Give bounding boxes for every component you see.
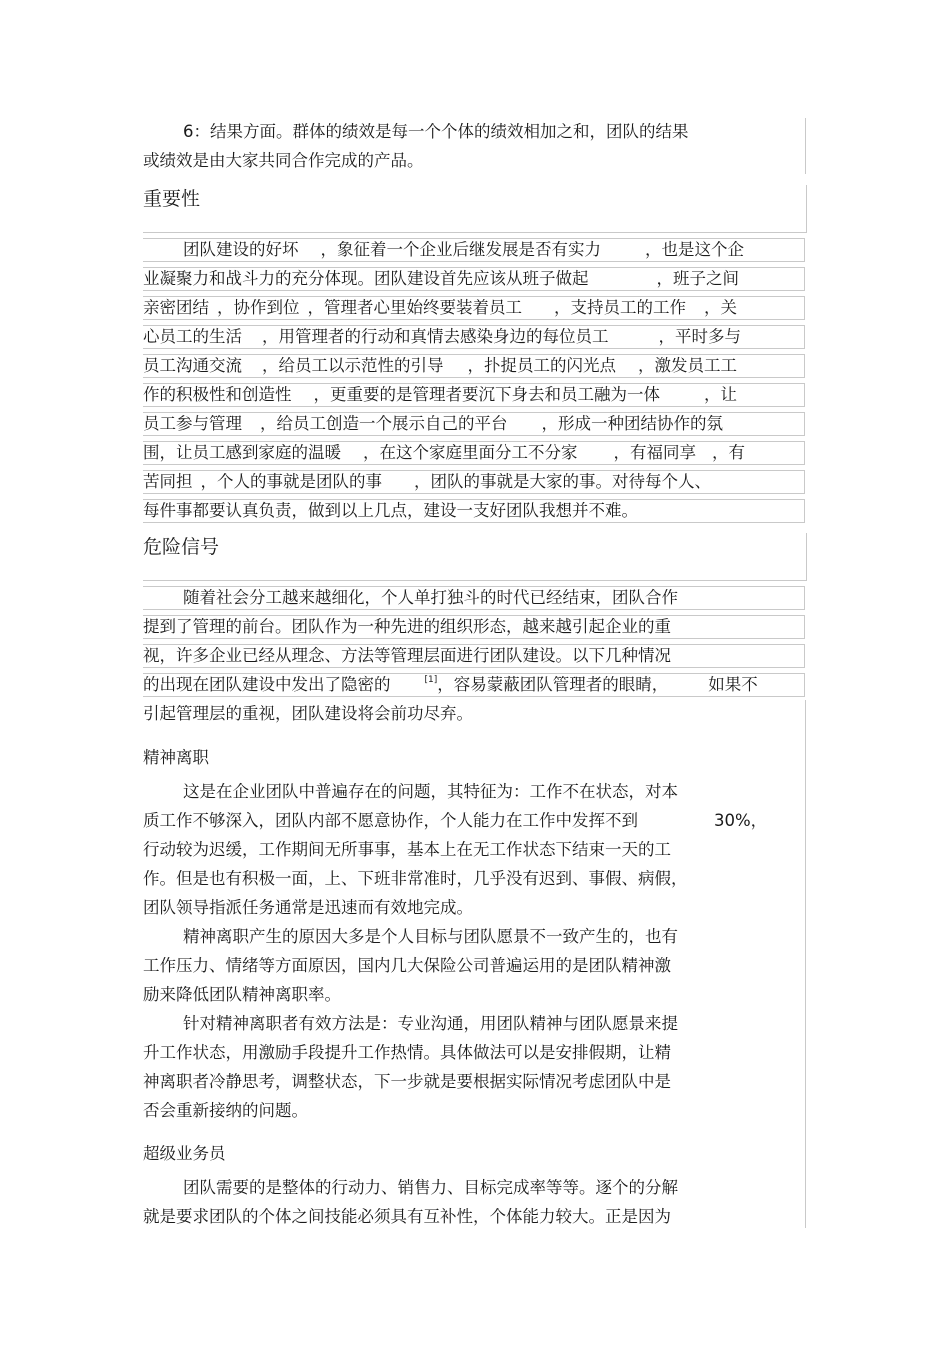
text-line: 作。但是也有积极一面，上、下班非常准时，几乎没有迟到、事假、病假， (143, 869, 688, 888)
text-line: 行动较为迟缓，工作期间无所事事，基本上在无工作状态下结束一天的工 (143, 840, 671, 859)
section-heading-danger-signals: 危险信号 (143, 533, 807, 581)
text-line: 团队需要的是整体的行动力、销售力、目标完成率等等。逐个的分解 (183, 1178, 678, 1197)
text-line: 工作压力、情绪等方面原因，国内几大保险公司普遍运用的是团队精神激 (143, 956, 671, 975)
text-line: 或绩效是由大家共同合作完成的产品。 (143, 151, 424, 170)
right-border (805, 118, 806, 174)
text-line: 提到了管理的前台。团队作为一种先进的组织形态，越来越引起企业的重 (143, 615, 805, 639)
text-line: 精神离职产生的原因大多是个人目标与团队愿景不一致产生的，也有 (183, 927, 678, 946)
text-line: 业凝聚力和战斗力的充分体现。团队建设首先应该从班子做起 ，班子之间 (143, 267, 805, 291)
text-line: 团队建设的好坏 ，象征着一个企业后继发展是否有实力 ，也是这个企 (143, 238, 805, 262)
text-line: 针对精神离职者有效方法是：专业沟通，用团队精神与团队愿景来提 (183, 1014, 678, 1033)
text-line: 这是在企业团队中普遍存在的问题，其特征为：工作不在状态，对本 (183, 782, 678, 801)
text-line: 否会重新接纳的问题。 (143, 1101, 308, 1120)
citation-ref: [1] (424, 675, 438, 685)
subsection-heading-super-salesman: 超级业务员 (143, 1144, 226, 1163)
text-line: 团队领导指派任务通常是迅速而有效地完成。 (143, 898, 473, 917)
text-line: 6：结果方面。群体的绩效是每一个个体的绩效相加之和，团队的结果 (183, 122, 689, 141)
text-line: 随着社会分工越来越细化，个人单打独斗的时代已经结束，团队合作 (143, 586, 805, 610)
text-line: 作的积极性和创造性 ，更重要的是管理者要沉下身去和员工融为一体 ，让 (143, 383, 805, 407)
right-border (805, 700, 806, 1228)
text-line: 就是要求团队的个体之间技能必须具有互补性，个体能力较大。正是因为 (143, 1207, 671, 1226)
subsection-heading-spiritual-resignation: 精神离职 (143, 748, 209, 767)
text-line: 引起管理层的重视，团队建设将会前功尽弃。 (143, 704, 473, 723)
text-line: 的出现在团队建设中发出了隐密的 [1]，容易蒙蔽团队管理者的眼睛， 如果不 (143, 673, 805, 697)
text-line: 升工作状态，用激励手段提升工作热情。具体做法可以是安排假期，让精 (143, 1043, 671, 1062)
text-line: 质工作不够深入，团队内部不愿意协作，个人能力在工作中发挥不到 30%， (143, 811, 768, 830)
text-line: 员工参与管理 ，给员工创造一个展示自己的平台 ，形成一种团结协作的氛 (143, 412, 805, 436)
text-line: 神离职者冷静思考，调整状态，下一步就是要根据实际情况考虑团队中是 (143, 1072, 671, 1091)
text-line: 苦同担 ，个人的事就是团队的事 ，团队的事就是大家的事。对待每个人、 (143, 470, 805, 494)
section-heading-importance: 重要性 (143, 185, 807, 233)
text-line: 视，许多企业已经从理念、方法等管理层面进行团队建设。以下几种情况 (143, 644, 805, 668)
text-line: 每件事都要认真负责，做到以上几点，建设一支好团队我想并不难。 (143, 499, 805, 523)
text-line: 围，让员工感到家庭的温暖 ，在这个家庭里面分工不分家 ，有福同享 ，有 (143, 441, 805, 465)
text-line: 励来降低团队精神离职率。 (143, 985, 341, 1004)
text-line: 亲密团结 ，协作到位 ，管理者心里始终要装着员工 ，支持员工的工作 ，关 (143, 296, 805, 320)
text-line: 心员工的生活 ，用管理者的行动和真情去感染身边的每位员工 ，平时多与 (143, 325, 805, 349)
text-line: 员工沟通交流 ，给员工以示范性的引导 ，扑捉员工的闪光点 ，激发员工工 (143, 354, 805, 378)
